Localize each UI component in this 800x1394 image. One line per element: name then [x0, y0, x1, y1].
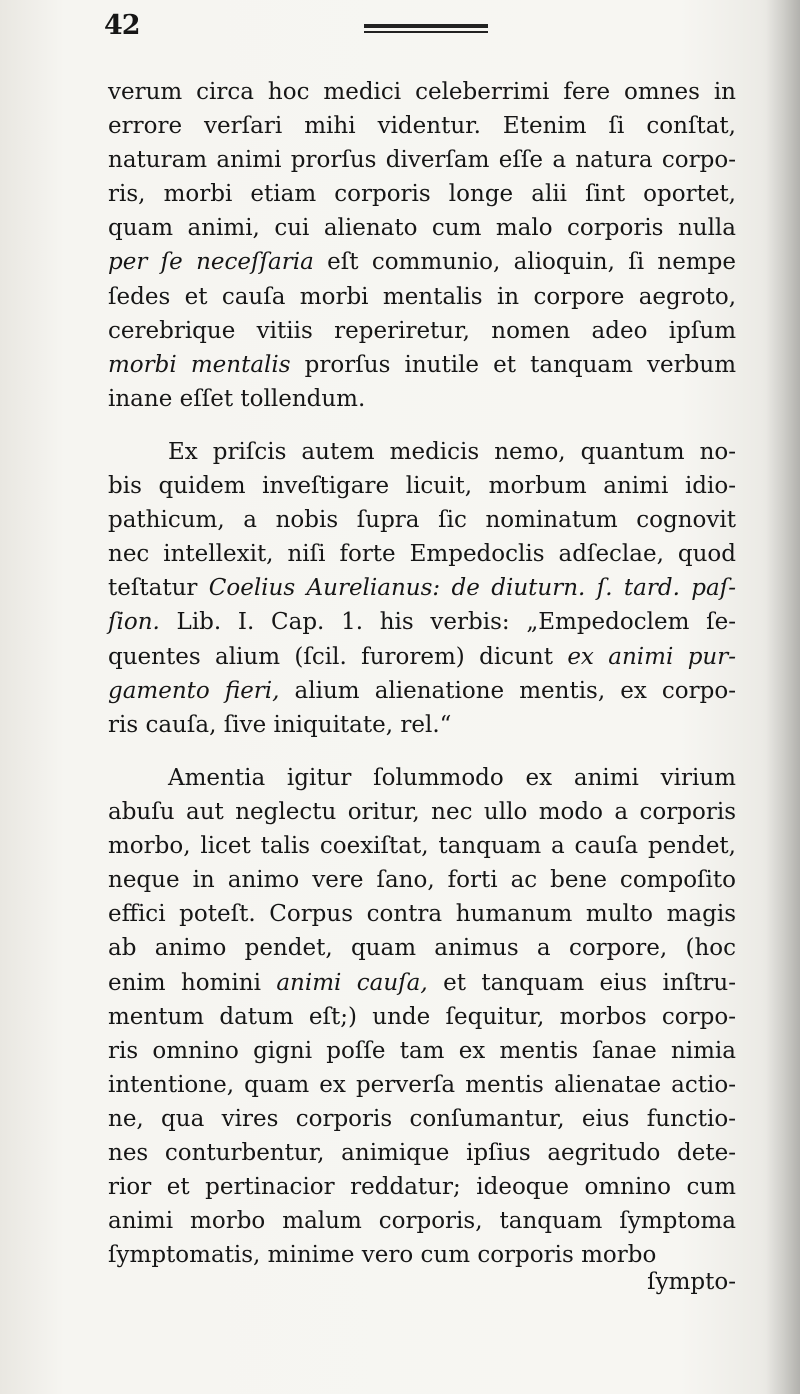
text-line	[108, 1000, 736, 1034]
text-line	[108, 537, 736, 571]
text-line	[108, 1204, 736, 1238]
text-line	[108, 674, 736, 708]
catchword-block	[108, 1265, 736, 1299]
text-run: pathicum, a nobis ſupra ſic nominatum cognovit	[108, 507, 736, 534]
text-run: Lib. I. Cap. 1. his verbis: „Empedoclem ſe-	[159, 609, 736, 636]
text-line	[108, 966, 736, 1000]
text-line	[108, 1068, 736, 1102]
text-run: teſtatur	[108, 575, 209, 602]
text-run: animi morbo malum corporis, tanquam ſymptoma	[108, 1208, 736, 1235]
text-line	[108, 605, 736, 639]
text-run: nes conturbentur, animique ipſius aegritudo dete-	[108, 1140, 736, 1167]
text-run: inane eſſet tollendum.	[108, 385, 366, 412]
text-run: naturam animi prorſus diverſam eſſe a natura corpo-	[108, 147, 736, 174]
text-run: quentes alium (ſcil. furorem) dicunt	[108, 643, 568, 670]
italic-text-run: per ſe neceſſaria	[108, 249, 314, 276]
text-line	[108, 382, 736, 416]
text-run: verum circa hoc medici celeberrimi fere omnes in	[108, 79, 736, 105]
text-run: abuſu aut neglectu oritur, nec ullo modo a corporis	[108, 799, 736, 826]
text-line	[108, 348, 736, 382]
paragraph-1	[108, 75, 736, 416]
text-run: morbo, licet talis coexiſtat, tanquam a cauſa pendet,	[108, 833, 736, 860]
text-line	[108, 211, 736, 245]
paragraph-3	[108, 761, 736, 1272]
italic-text-run: Coelius Aurelianus: de diuturn. ſ. tard. paſ-	[208, 575, 737, 602]
text-line	[108, 1170, 736, 1204]
italic-text-run: animi cauſa,	[276, 969, 428, 996]
text-run: quam animi, cui alienato cum malo corporis nulla	[108, 215, 736, 242]
italic-text-run: gamento fieri,	[108, 677, 280, 704]
text-run: bis quidem inveſtigare licuit, morbum animi idio-	[108, 473, 736, 500]
text-run: ris cauſa, ſive iniquitate, rel.“	[108, 711, 452, 738]
italic-text-run: morbi mentalis	[108, 351, 291, 378]
text-line	[108, 931, 736, 965]
text-run: nec intellexit, niſi forte Empedoclis adſeclae, quod	[108, 541, 736, 568]
italic-text-run: ex animi pur-	[567, 643, 736, 670]
text-line	[108, 143, 736, 177]
text-line	[108, 245, 736, 279]
text-run: ne, qua vires corporis conſumantur, eius functio-	[108, 1105, 736, 1132]
text-line	[108, 863, 736, 897]
text-run: alium alienatione mentis, ex corpo-	[279, 677, 736, 704]
italic-text-run: ſion.	[108, 609, 160, 636]
header-ornament-rule	[364, 24, 488, 38]
paragraph-2	[108, 435, 736, 742]
text-line	[108, 75, 736, 109]
text-run: errore verſari mihi videntur. Etenim ſi conſtat,	[108, 113, 736, 140]
text-line	[108, 708, 736, 742]
text-run: intentione, quam ex perverſa mentis alienatae actio-	[108, 1071, 736, 1098]
text-run: ſedes et cauſa morbi mentalis in corpore aegroto,	[108, 283, 736, 310]
text-run: effici poteſt. Corpus contra humanum multo magis	[108, 901, 736, 928]
text-line	[108, 571, 736, 605]
text-line	[108, 469, 736, 503]
text-line	[108, 761, 736, 795]
text-line	[108, 109, 736, 143]
text-run: ab animo pendet, quam animus a corpore, (hoc	[108, 935, 736, 962]
text-line	[108, 280, 736, 314]
page-gutter-shadow	[766, 0, 800, 1394]
text-run: Ex priſcis autem medicis nemo, quantum no-	[168, 439, 736, 465]
text-run: prorſus inutile et tanquam verbum	[290, 351, 737, 378]
text-run: enim homini	[108, 969, 277, 996]
text-run: mentum datum eſt;) unde ſequitur, morbos corpo-	[108, 1003, 736, 1030]
text-line	[108, 897, 736, 931]
text-run: rior et pertinacior reddatur; ideoque omnino cum	[108, 1174, 736, 1201]
text-run: cerebrique vitiis reperiretur, nomen adeo ipſum	[108, 317, 736, 344]
text-line	[108, 1034, 736, 1068]
text-line	[108, 1136, 736, 1170]
text-run: eſt communio, alioquin, ſi nempe	[313, 249, 736, 276]
text-line	[108, 1102, 736, 1136]
text-run: ris omnino gigni poſſe tam ex mentis ſanae nimia	[108, 1037, 736, 1064]
text-run: Amentia igitur ſolummodo ex animi virium	[168, 765, 736, 791]
text-line	[108, 177, 736, 211]
text-run: neque in animo vere ſano, forti ac bene compoſito	[108, 867, 736, 894]
text-line	[108, 435, 736, 469]
catchword: ſympto-	[647, 1269, 736, 1295]
text-line	[108, 640, 736, 674]
text-line	[108, 829, 736, 863]
page-number: 42	[104, 10, 140, 41]
text-line	[108, 314, 736, 348]
text-run: et tanquam eius inſtru-	[427, 969, 736, 996]
text-line	[108, 795, 736, 829]
text-run: ris, morbi etiam corporis longe alii ſint oportet,	[108, 181, 736, 208]
text-line	[108, 503, 736, 537]
text-run: ſymptomatis, minime vero cum corporis morbo	[108, 1242, 657, 1269]
